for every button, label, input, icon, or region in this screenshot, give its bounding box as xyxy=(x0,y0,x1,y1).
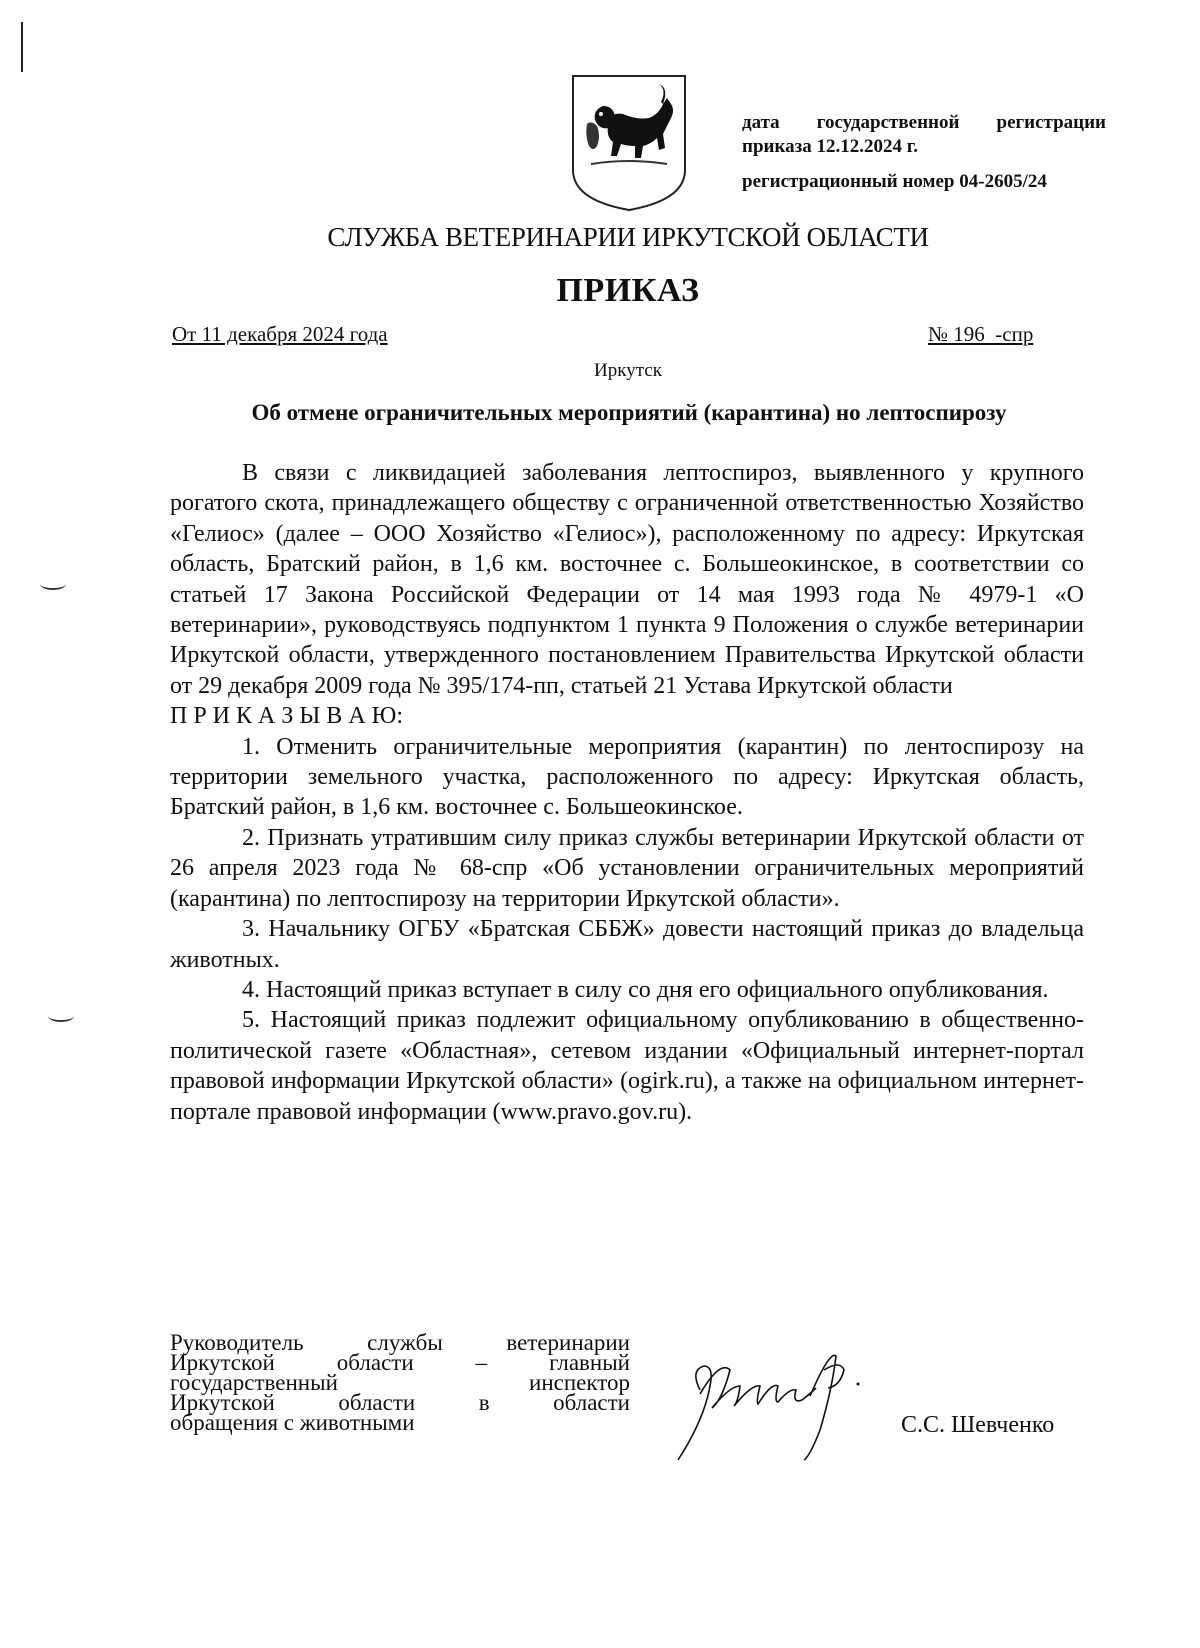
signatory-name: С.С. Шевченко xyxy=(901,1412,1055,1438)
document-date: От 11 декабря 2024 года xyxy=(172,322,388,346)
document-number: № 196 -спр xyxy=(928,322,1034,346)
preamble-paragraph: В связи с ликвидацией заболевания лептоспироз, выявленного у крупного рогатого скота, принадлежащего обществу с ограниченной ответственностью Хозяйство «Гелиос» (далее – ООО Хозяйство «Гелиос»), расположенному по адресу: Иркутская область, Братский район, в 1,6 км. восточнее с. Большеокинское, в соответствии со статьей 17 Закона Российской Федерации от 14 мая 1993 года № 4979-1 «О ветеринарии», руководствуясь подпунктом 1 пункта 9 Положения о службе ветеринарии Иркутской области, утвержденного постановлением Правительства Иркутской области от 29 декабря 2009 года № 395/174-пп, статьей 21 Устава Иркутской области xyxy=(170,460,1084,699)
signatory-position-line: Иркутской области – главный xyxy=(170,1350,630,1375)
registration-number: регистрационный номер 04-2605/24 xyxy=(742,171,1047,192)
registration-date-value: приказа 12.12.2024 г. xyxy=(742,136,918,157)
order-item-3: 3. Начальнику ОГБУ «Братская СББЖ» довести настоящий приказ до владельца животных. xyxy=(170,916,1084,973)
coat-of-arms-emblem xyxy=(571,74,687,212)
document-body xyxy=(170,458,1084,1127)
registration-date-line: дата государственной регистрации xyxy=(742,112,1106,133)
order-item-1: 1. Отменить ограничительные мероприятия (карантин) по лентоспирозу на территории земельного участка, расположенного по адресу: Иркутская область, Братский район, в 1,6 км. восточнее с. Большеокинское. xyxy=(170,733,1084,821)
order-word: П Р И К А З Ы В А Ю: xyxy=(170,703,403,730)
organization-name: СЛУЖБА ВЕТЕРИНАРИИ ИРКУТСКОЙ ОБЛАСТИ xyxy=(327,222,929,252)
handwritten-signature xyxy=(660,1330,900,1470)
signatory-position-line: Руководитель службы ветеринарии xyxy=(170,1330,630,1355)
order-item-5: 5. Настоящий приказ подлежит официальному опубликованию в общественно-политической газете «Областная», сетевом издании «Официальный интернет-портал правовой информации Иркутской области» (ogirk.ru), а также на официальном интернет-портале правовой информации (www.pravo.gov.ru). xyxy=(170,1007,1084,1125)
order-item-4: 4. Настоящий приказ вступает в силу со дня его официального опубликования. xyxy=(242,976,1049,1003)
order-item-2: 2. Признать утратившим силу приказ службы ветеринарии Иркутской области от 26 апреля 2023 года № 68-спр «Об установлении ограничительных мероприятий (карантина) по лептоспирозу на территории Иркутской области». xyxy=(170,824,1084,912)
signatory-position-line: обращения с животными xyxy=(170,1410,415,1435)
signatory-position-line: Иркутской области в области xyxy=(170,1390,630,1415)
scan-edge-mark xyxy=(21,22,23,72)
document-subject: Об отмене ограничительных мероприятий (карантина) но лептоспирозу xyxy=(251,400,1007,425)
signatory-position-line: государственный инспектор xyxy=(170,1370,630,1395)
signatory-position xyxy=(170,1330,630,1435)
document-city: Иркутск xyxy=(594,360,662,381)
scan-hole-mark xyxy=(48,1010,74,1022)
scan-hole-mark xyxy=(40,578,66,590)
document-type: ПРИКАЗ xyxy=(556,272,700,309)
